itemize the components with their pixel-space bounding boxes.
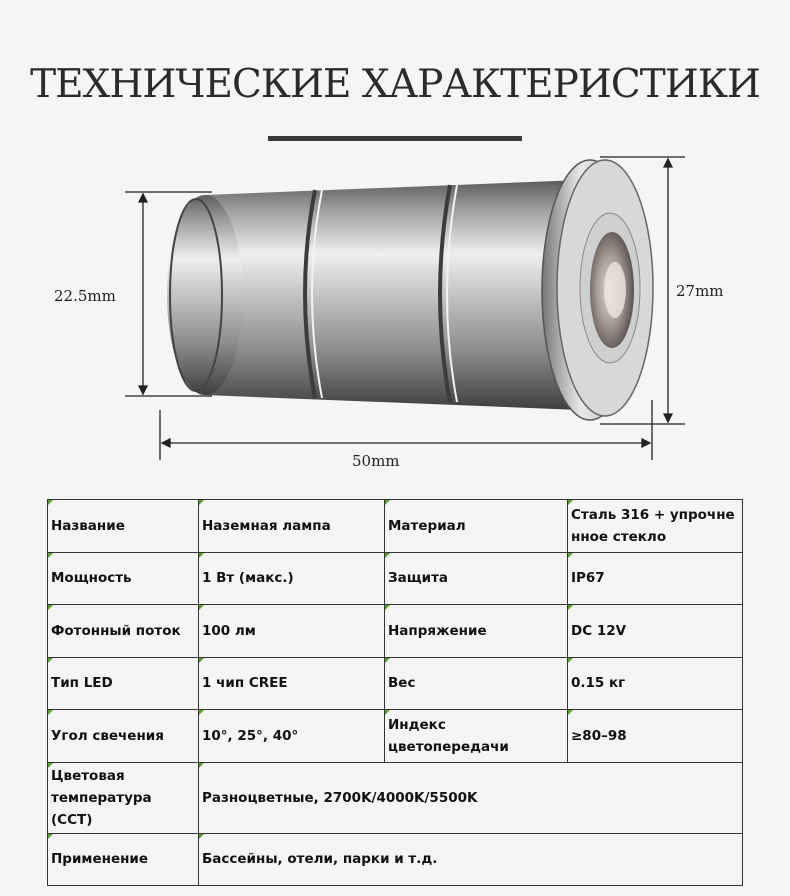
spec-value: Разноцветные, 2700K/4000K/5500K [199, 762, 743, 833]
table-row [48, 605, 743, 658]
spec-label: Защита [385, 552, 568, 605]
spec-label: Угол свечения [48, 710, 199, 763]
height-right-label: 27mm [676, 282, 724, 300]
spec-label: Вес [385, 657, 568, 710]
table-row [48, 710, 743, 763]
spec-value: 10°, 25°, 40° [199, 710, 385, 763]
spec-value: 1 Вт (макс.) [199, 552, 385, 605]
spec-value: Наземная лампа [199, 500, 385, 553]
spec-value: Бассейны, отели, парки и т.д. [199, 833, 743, 886]
spec-label: Индекс цветопередачи [385, 710, 568, 763]
length-label: 50mm [352, 452, 400, 470]
spec-label: Применение [48, 833, 199, 886]
spec-value: 0.15 кг [568, 657, 743, 710]
spec-label: Тип LED [48, 657, 199, 710]
spec-label: Фотонный поток [48, 605, 199, 658]
spec-label: Мощность [48, 552, 199, 605]
spec-value: IP67 [568, 552, 743, 605]
spec-value: DC 12V [568, 605, 743, 658]
spec-value: 100 лм [199, 605, 385, 658]
spec-value: Сталь 316 + упрочненное стекло [568, 500, 743, 553]
spec-label: Материал [385, 500, 568, 553]
title-underline [268, 136, 522, 141]
height-left-label: 22.5mm [54, 287, 116, 305]
page-title: ТЕХНИЧЕСКИЕ ХАРАКТЕРИСТИКИ [30, 62, 760, 107]
spec-value: 1 чип CREE [199, 657, 385, 710]
product-dimension-diagram [0, 150, 790, 480]
table-row [48, 833, 743, 886]
spec-table [47, 499, 743, 886]
table-row [48, 500, 743, 553]
table-row [48, 762, 743, 833]
spec-value: ≥80–98 [568, 710, 743, 763]
spec-label: Цветовая температура (CCT) [48, 762, 199, 833]
lamp-illustration [0, 150, 790, 480]
spec-label: Напряжение [385, 605, 568, 658]
table-row [48, 657, 743, 710]
spec-label: Название [48, 500, 199, 553]
table-row [48, 552, 743, 605]
